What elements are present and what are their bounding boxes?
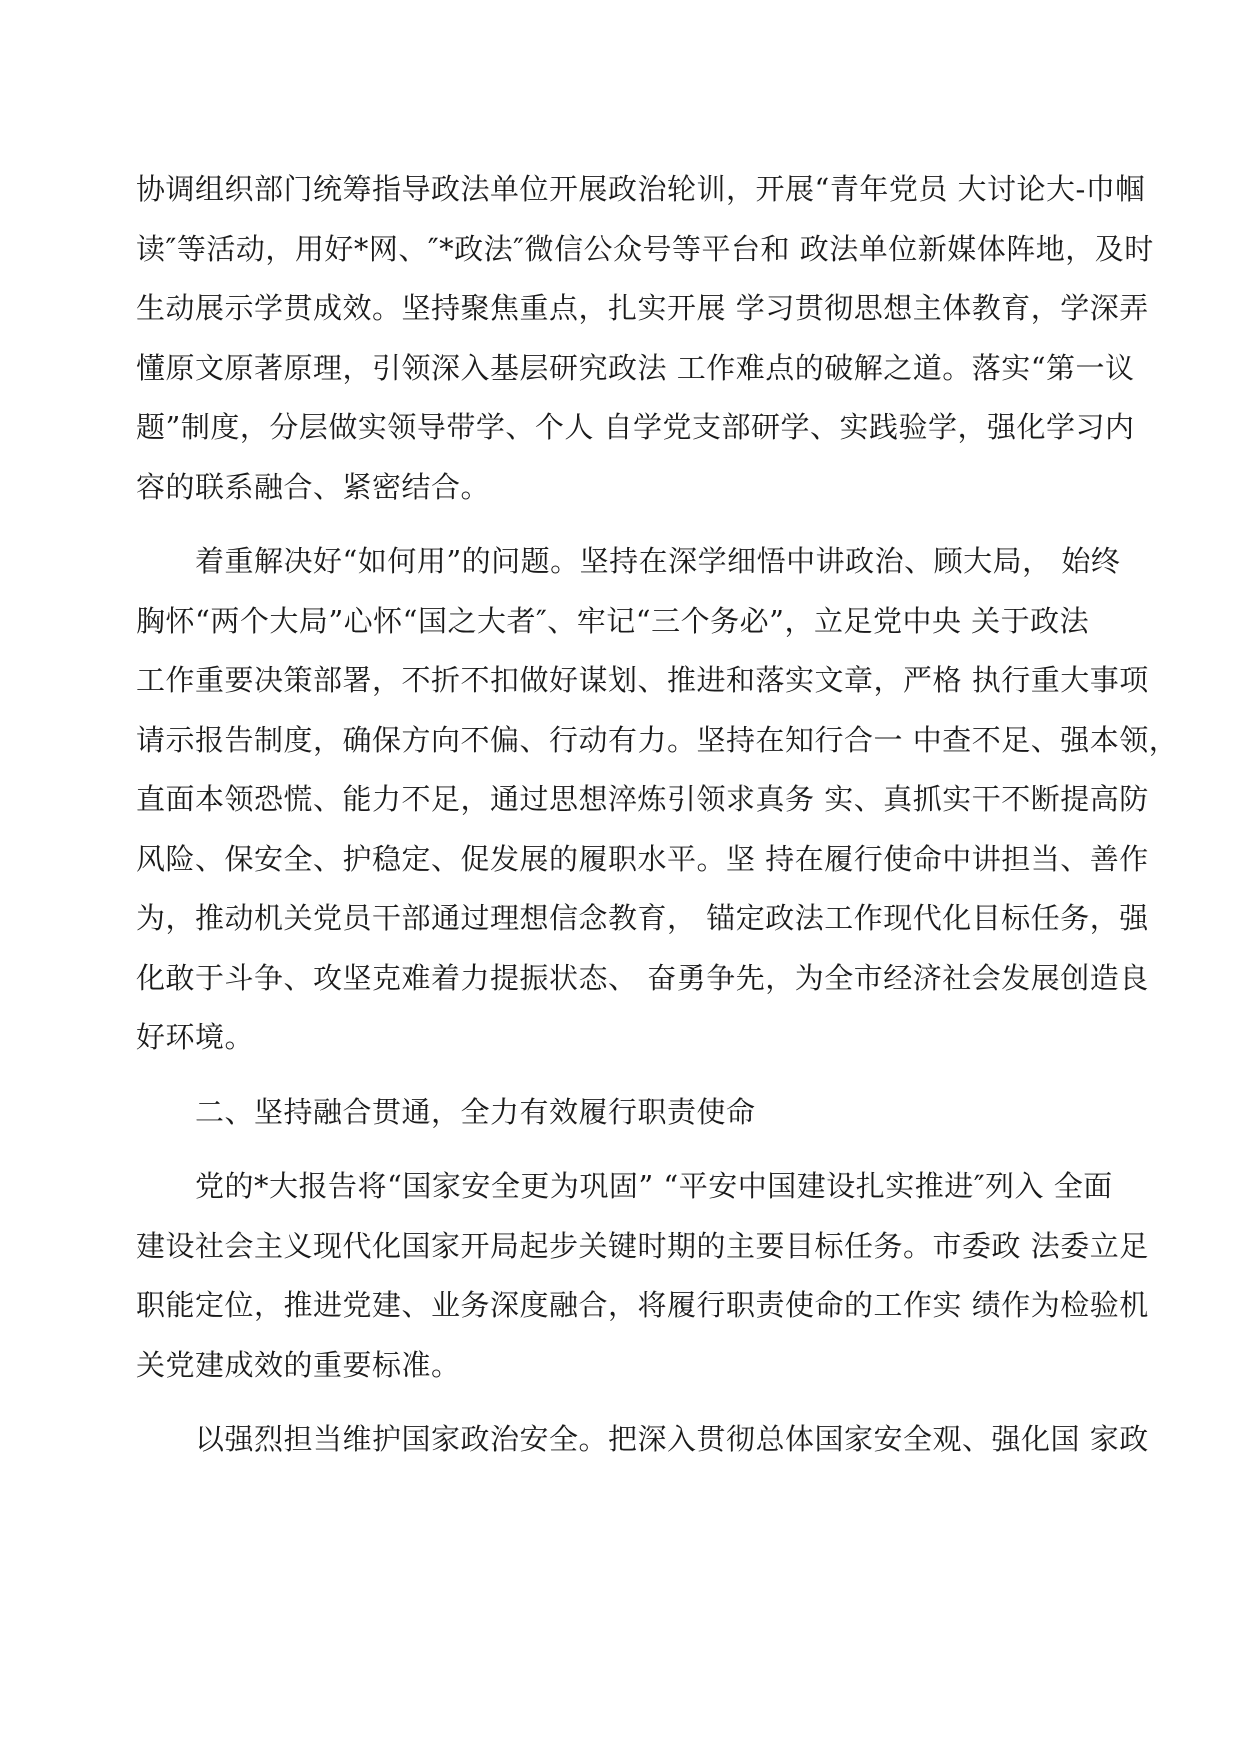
text-line: 读″等活动，用好*网、″*政法″微信公众号等平台和 政法单位新媒体阵地，及时 [136,231,1154,266]
text-line: 风险、保安全、护稳定、促发展的履职水平。坚 持在履行使命中讲担当、善作 [136,841,1149,876]
text-line: 题”制度，分层做实领导带学、个人 自学党支部研学、实践验学，强化学习内 [136,410,1135,444]
text-line: 好环境。 [136,1020,255,1054]
text-line: 直面本领恐慌、能力不足，通过思想淬炼引领求真务 实、真抓实干不断提高防 [136,782,1149,816]
paragraph-spacer [136,517,1140,532]
paragraph-3 [136,1157,1149,1395]
heading-line: 二、坚持融合贯通，全力有效履行职责使命 [136,1094,756,1129]
text-line: 党的*大报告将“国家安全更为巩固” “平安中国建设扎实推进″列入 全面 [136,1169,1113,1203]
section-heading [136,1083,1140,1143]
paragraph-2 [136,532,1179,1068]
text-line: 化敢于斗争、攻坚克难着力提振状态、 奋勇争先，为全市经济社会发展创造良 [136,960,1149,995]
text-line: 协调组织部门统筹指导政法单位开展政治轮训，开展“青年党员 大讨论大-巾帼 [136,172,1145,206]
paragraph-4 [136,1410,1149,1470]
text-line: 胸怀“两个大局”心怀“国之大者″、牢记“三个务必”，立足党中央 关于政法 [136,603,1090,638]
text-line: 生动展示学贯成效。坚持聚焦重点，扎实开展 学习贯彻思想主体教育，学深弄 [136,291,1149,325]
paragraph-spacer [136,1142,1140,1157]
text-line: 为，推动机关党员干部通过理想信念教育， 锚定政法工作现代化目标任务，强 [136,901,1149,935]
text-line: 工作重要决策部署，不折不扣做好谋划、推进和落实文章，严格 执行重大事项 [136,663,1149,697]
text-line: 容的联系融合、紧密结合。 [136,469,491,504]
text-line: 请示报告制度，确保方向不偏、行动有力。坚持在知行合一 中查不足、强本领， [136,722,1179,757]
text-line: 着重解决好“如何用”的问题。坚持在深学细悟中讲政治、顾大局， 始终 [136,544,1121,578]
text-line: 建设社会主义现代化国家开局起步关键时期的主要目标任务。市委政 法委立足 [136,1228,1149,1263]
text-line: 以强烈担当维护国家政治安全。把深入贯彻总体国家安全观、强化国 家政 [136,1422,1149,1456]
text-line: 懂原文原著原理，引领深入基层研究政法 工作难点的破解之道。落实“第一议 [136,350,1135,385]
paragraph-1 [136,160,1154,517]
text-line: 关党建成效的重要标准。 [136,1347,461,1382]
paragraph-spacer [136,1068,1140,1083]
text-line: 职能定位，推进党建、业务深度融合，将履行职责使命的工作实 绩作为检验机 [136,1288,1149,1322]
document-body [136,160,1179,1470]
paragraph-spacer [136,1395,1140,1410]
